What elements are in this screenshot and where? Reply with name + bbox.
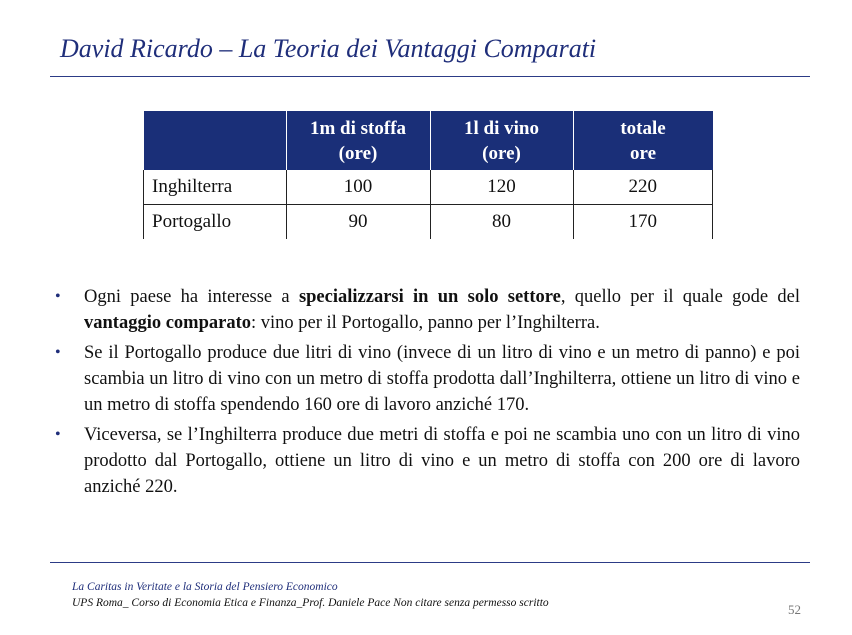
bullet-marker: • <box>55 288 61 305</box>
bullet-item <box>55 340 800 418</box>
row-stoffa: 90 <box>286 205 430 240</box>
header-cell-stoffa <box>286 111 430 170</box>
header-vino-line1: 1l di vino <box>464 117 539 139</box>
bullet-marker: • <box>55 344 61 361</box>
bullet-item <box>55 422 800 500</box>
bullet-marker: • <box>55 426 61 443</box>
bullet-text: Viceversa, se l’Inghilterra produce due metri di stoffa e poi ne scambia uno con un litro di vino prodotto dal Portogallo, ottiene un litro di vino e un metro di stoffa con 200 ore di lavoro anziché 220. <box>84 425 800 497</box>
footer-divider <box>50 562 810 563</box>
row-vino: 80 <box>430 205 573 240</box>
slide-title: David Ricardo – La Teoria dei Vantaggi Comparati <box>60 34 597 63</box>
row-vino: 120 <box>430 170 573 205</box>
row-totale: 170 <box>573 205 713 240</box>
bullet-text: Ogni paese ha interesse a <box>84 287 299 307</box>
header-vino-line2: (ore) <box>482 142 521 164</box>
bullet-list <box>55 284 800 504</box>
bullet-emphasis: specializzarsi in un solo settore <box>298 287 561 307</box>
table-row <box>144 205 713 240</box>
bullet-text: , quello per il quale gode del <box>560 287 800 307</box>
title-divider <box>50 76 810 77</box>
bullet-text: : vino per il Portogallo, panno per l’Inghilterra. <box>251 313 600 333</box>
hours-table <box>143 111 713 239</box>
footer <box>72 579 549 611</box>
footer-course-title: La Caritas in Veritate e la Storia del Pensiero Economico <box>72 581 338 593</box>
row-country: Inghilterra <box>144 170 287 205</box>
bullet-text: Se il Portogallo produce due litri di vino (invece di un litro di vino e un metro di panno) e poi scambia un litro di vino con un metro di stoffa prodotta dall’Inghilterra, ottiene un litro di vino e un metro di stoffa spendendo 160 ore di lavoro anziché 170. <box>84 343 800 415</box>
header-cell-empty <box>144 111 287 170</box>
header-cell-totale <box>573 111 713 170</box>
row-stoffa: 100 <box>286 170 430 205</box>
row-totale: 220 <box>573 170 713 205</box>
footer-course-info: UPS Roma_ Corso di Economia Etica e Finanza_Prof. Daniele Pace Non citare senza permesso scritto <box>72 597 549 609</box>
bullet-item <box>55 284 800 336</box>
header-stoffa-line2: (ore) <box>338 142 378 164</box>
row-country: Portogallo <box>144 205 287 240</box>
header-cell-vino <box>430 111 573 170</box>
table-row <box>144 170 713 205</box>
header-totale-line1: totale <box>620 117 666 139</box>
header-totale-line2: ore <box>629 142 657 164</box>
bullet-emphasis: vantaggio comparato <box>84 313 251 333</box>
header-stoffa-line1: 1m di stoffa <box>309 117 407 139</box>
page-number: 52 <box>788 602 801 617</box>
table-header-row <box>144 111 713 170</box>
